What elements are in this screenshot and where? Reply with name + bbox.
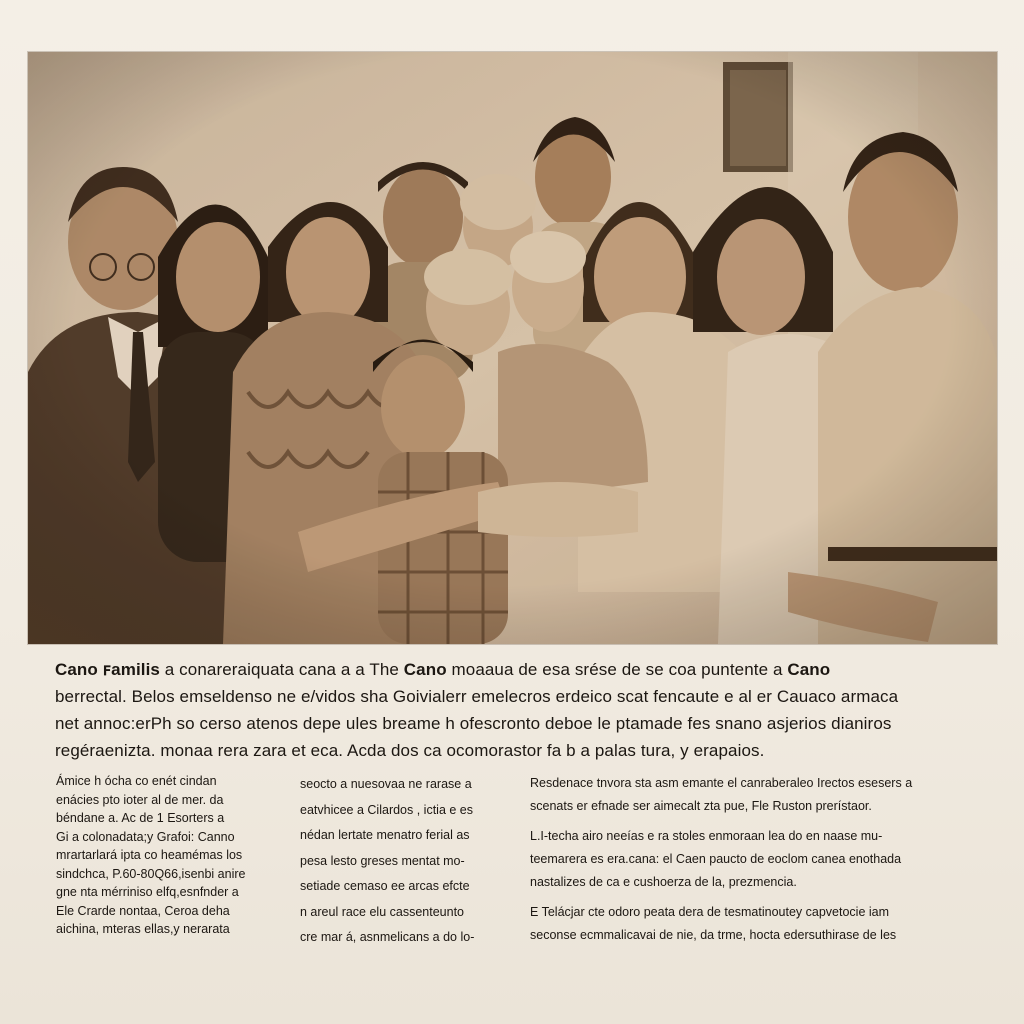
column-line: seconse ecmmalicavai de nie, da trme, hocta edersuthirase de les [530,928,897,942]
caption-name-4: Cano [787,660,831,679]
column-line: scenats er efnade ser aimecalt zta pue, Fle Ruston prerístaor. [530,799,872,813]
text-column-2 [300,772,515,951]
column-line: E Telácjar cte odoro peata dera de tesmatinoutey capvetocie iam [530,905,890,919]
column-line: teemarera es era.cana: el Caen paucto de eoclom canea enothada [530,852,902,866]
caption-lead-line-4: regéraenizta. monaa rera zara et eca. Acda dos ca ocomorastor fa b a palas tura, y erapaios. [55,741,765,760]
column-line: nédan lertate menatro ferial as [300,828,470,842]
column-line: gne nta mérriniso elfq,esnfnder a [56,885,239,899]
column-line: Resdenace tnvora sta asm emante el canraberaleo Irectos esesers a [530,776,913,790]
caption-name-2: ꜰamilis [102,660,160,679]
caption-name-1: Cano [55,660,103,679]
caption-text-1: a conareraiquata cana a a The [159,660,404,679]
caption-lead [55,656,975,764]
column-line: mrartarlará ipta co heamémas los [56,848,243,862]
caption-text-2: moaaua de esa srése de se coa puntente a [446,660,788,679]
text-column-1 [56,772,271,939]
column-line: pesa lesto greses mentat mo- [300,853,465,868]
column-line: sindchca, P.60-80Q66,isenbi anire [56,866,246,881]
caption-lead-line-3: net annoc:erPh so cerso atenos depe ules breame h ofescronto deboe le ptamade fes snano asjerios dianiros [55,714,892,733]
column-line: seocto a nuesovaa ne rarase a [300,777,472,791]
column-line: enácies pto ioter al de mer. da [56,792,224,807]
column-line: eatvhicee a Cilardos , ictia e es [300,802,474,817]
column-line: Gi a colonadata;y Grafoi: Canno [56,829,235,844]
caption-name-3: Cano [403,660,447,679]
column-line: Ámice h ócha co enét cindan [56,774,217,788]
column-line: aichina, mteras ellas,y nerarata [56,922,230,936]
column-line: Ele Crarde nontaa, Ceroa deha [56,903,230,918]
column-line: nastalizes de ca e cushoerza de la, prezmencia. [530,875,797,889]
column-line: béndane a. Ac de 1 Esorters a [56,811,225,825]
caption-lead-line-1 [55,656,975,683]
column-line: L.I-techa airo neeías e ra stoles enmoraan lea do en naase mu- [530,829,883,843]
column-line: setiade cemaso ee arcas efcte [300,879,470,893]
caption-lead-line-2: berrectal. Belos emseldenso ne e/vidos sha Goivialerr emelecros erdeico scat fencaute e al er Cauaco armaca [55,687,899,706]
column-line: n areul race elu cassenteunto [300,904,464,919]
text-column-3 [530,772,970,947]
family-photo [28,52,997,644]
family-photo-illustration [28,52,997,644]
column-line: cre mar á, asnmelicans a do lo- [300,930,475,944]
